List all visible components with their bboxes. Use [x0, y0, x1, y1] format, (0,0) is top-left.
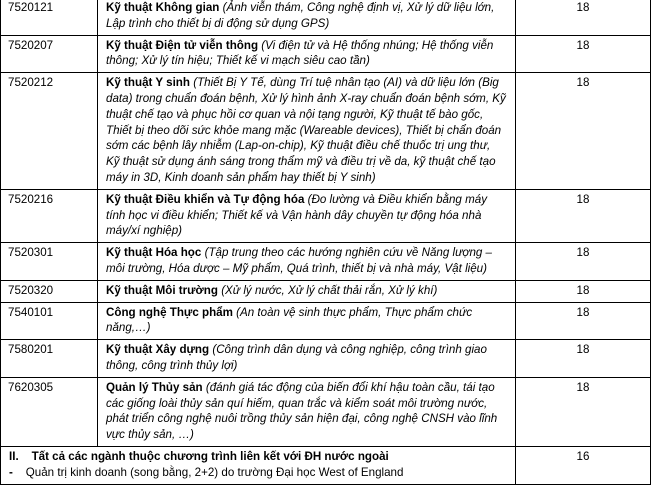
quota-value: 16	[516, 446, 651, 484]
major-cell	[98, 280, 516, 302]
major-cell	[98, 73, 516, 190]
major-description: (Công trình dân dụng và công nghiệp, công trình giao thông, công trình thủy lợi)	[106, 343, 487, 372]
major-cell	[98, 302, 516, 340]
major-name: Công nghệ Thực phẩm	[106, 305, 233, 319]
table-row	[1, 73, 651, 190]
major-code: 7520212	[1, 73, 98, 190]
quota-value: 18	[516, 340, 651, 378]
section-row	[1, 446, 651, 484]
major-code: 7520207	[1, 35, 98, 73]
major-name: Kỹ thuật Điều khiển và Tự động hóa	[106, 192, 305, 206]
major-name: Kỹ thuật Y sinh	[106, 76, 190, 90]
major-code: 7520216	[1, 189, 98, 242]
major-cell	[98, 189, 516, 242]
section-cell	[1, 446, 516, 484]
quota-value: 18	[516, 35, 651, 73]
bullet-dash: -	[9, 465, 13, 479]
table-row	[1, 243, 651, 281]
major-description: (Ảnh viễn thám, Công nghệ định vị, Xử lý dữ liệu lớn, Lập trình cho thiết bị di động sử dụng GPS)	[106, 1, 495, 30]
major-cell	[98, 377, 516, 446]
major-description: (Đo lường và Điều khiển bằng máy tính học vi điều khiển; Thiết kế và Vận hành dây chuyền tự động hóa nhà máy/xí nghiệp)	[106, 192, 487, 238]
major-code: 7520121	[1, 0, 98, 35]
table-row	[1, 280, 651, 302]
major-description: (Thiết Bị Y Tế, dùng Trí tuệ nhân tạo (AI) và dữ liệu lớn (Big data) trong chuẩn đoán bệnh, Xử lý hình ảnh X-ray chuẩn đoán bệnh sớm, Kỹ thuật chế tạo và phục hồi cơ quan và nội tạng người, Kỹ thuật tế bào gốc, Thiết bị theo dõi sức khỏe mang mặc (Wareable devices), Thiết bị chẩn đoán sớm các bệnh lây nhiễm (Lap-on-chip), Kỹ thuật điều chế thuốc trị ung thư, Kỹ thuật sử dụng ánh sáng trong thẩm mỹ và điều trị về da, kỹ thuật chế tạo máy in 3D, Kinh doanh sản phẩm hay thiết bị Y sinh)	[106, 76, 506, 184]
major-name: Kỹ thuật Không gian	[106, 1, 220, 14]
major-code: 7520320	[1, 280, 98, 302]
major-name: Kỹ thuật Môi trường	[106, 283, 218, 297]
major-name: Quản lý Thủy sản	[106, 380, 203, 394]
table-row	[1, 377, 651, 446]
major-description: (đánh giá tác động của biến đổi khí hậu toàn cầu, tái tạo các giống loài thủy sản quí hiếm, quan trắc và kiểm soát môi trường nước, phát triển công nghệ nuôi trồng thủy sản hiện đại, công nghệ CNSH vào lĩnh vực thủy sản, …)	[106, 380, 498, 442]
quota-value: 18	[516, 302, 651, 340]
table-body	[1, 0, 651, 484]
quota-value: 18	[516, 73, 651, 190]
major-description: (Tập trung theo các hướng nghiên cứu về Năng lượng – môi trường, Hóa dược – Mỹ phẩm, Quá trình, thiết bị và nhà máy, Vật liệu)	[106, 246, 493, 275]
table-row	[1, 189, 651, 242]
major-description: (Xử lý nước, Xử lý chất thải rắn, Xử lý khí)	[221, 283, 438, 297]
major-name: Kỹ thuật Điện tử viễn thông	[106, 38, 259, 52]
major-cell	[98, 0, 516, 35]
quota-value: 18	[516, 189, 651, 242]
section-sub-item	[9, 465, 507, 481]
sub-item-text: Quản trị kinh doanh (song bằng, 2+2) do trường Đại học West of England	[25, 465, 404, 479]
table-row	[1, 0, 651, 35]
major-name: Kỹ thuật Hóa học	[106, 246, 202, 260]
section-number: II.	[9, 449, 19, 463]
major-code: 7540101	[1, 302, 98, 340]
table-row	[1, 340, 651, 378]
major-code: 7520301	[1, 243, 98, 281]
quota-value: 18	[516, 280, 651, 302]
quota-value: 18	[516, 0, 651, 35]
major-code: 7620305	[1, 377, 98, 446]
major-cell	[98, 35, 516, 73]
section-title: Tất cả các ngành thuộc chương trình liên kết với ĐH nước ngoài	[31, 449, 389, 463]
major-cell	[98, 243, 516, 281]
major-description: (Vi điện tử và Hệ thống nhúng; Hệ thống viễn thông; Xử lý tín hiệu; Thiết kế vi mạch siêu cao tần)	[106, 38, 494, 68]
table-row	[1, 35, 651, 73]
major-cell	[98, 340, 516, 378]
quota-value: 18	[516, 377, 651, 446]
major-description: (An toàn vệ sinh thực phẩm, Thực phẩm chức năng,…)	[106, 305, 473, 335]
major-code: 7580201	[1, 340, 98, 378]
section-heading	[9, 449, 507, 465]
table-row	[1, 302, 651, 340]
quota-value: 18	[516, 243, 651, 281]
major-name: Kỹ thuật Xây dựng	[106, 343, 210, 357]
